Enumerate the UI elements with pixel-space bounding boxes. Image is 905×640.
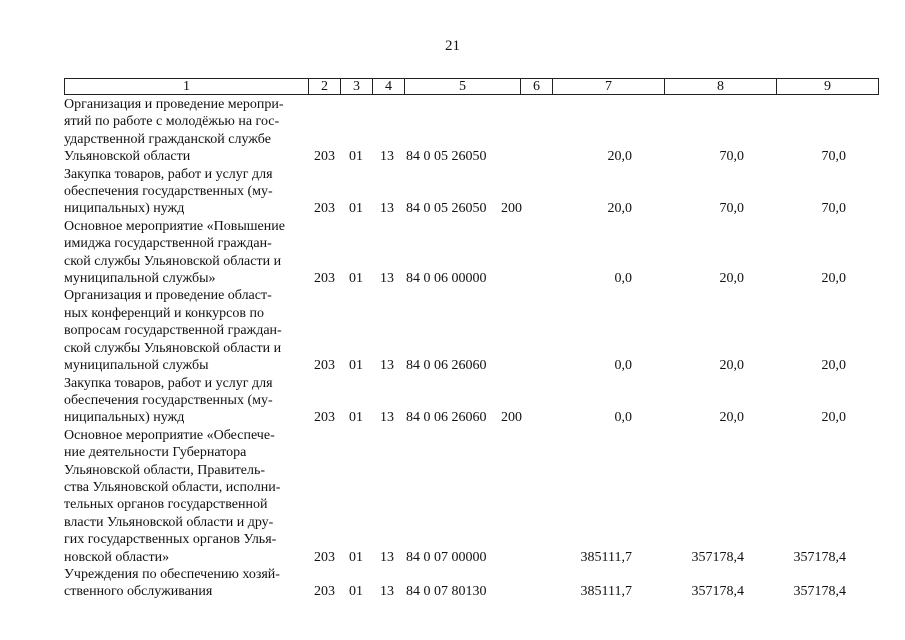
- description-line: ятий по работе с молодёжью на гос-: [64, 114, 280, 130]
- ministry-code: 203: [314, 149, 335, 165]
- amount-col-7: 0,0: [614, 358, 632, 374]
- header-col-7: 7: [553, 79, 665, 95]
- description-line: Учреждения по обеспечению хозяй-: [64, 566, 280, 582]
- amount-col-7: 20,0: [607, 201, 632, 217]
- column-number-header: [64, 78, 879, 95]
- description-line: власти Ульяновской области и дру-: [64, 514, 274, 530]
- subsection-code: 13: [380, 271, 394, 287]
- amount-col-7: 385111,7: [580, 584, 632, 600]
- description-line: новской области»: [64, 549, 170, 565]
- subsection-code: 13: [380, 358, 394, 374]
- description-line: Основное мероприятие «Повышение: [64, 218, 285, 234]
- target-article-code: 84 0 07 00000: [406, 549, 487, 565]
- table-row: [64, 375, 864, 427]
- amount-col-9: 70,0: [821, 149, 846, 165]
- description-line: гих государственных органов Улья-: [64, 532, 277, 548]
- section-code: 01: [349, 271, 363, 287]
- description-line: муниципальной службы: [64, 358, 209, 374]
- header-col-1: 1: [65, 79, 309, 95]
- subsection-code: 13: [380, 201, 394, 217]
- section-code: 01: [349, 149, 363, 165]
- description-line: Основное мероприятие «Обеспече-: [64, 427, 275, 443]
- table-row: [64, 427, 864, 566]
- amount-col-7: 20,0: [607, 149, 632, 165]
- ministry-code: 203: [314, 201, 335, 217]
- table-row: [64, 566, 864, 601]
- expense-type-code: 200: [501, 410, 522, 426]
- amount-col-9: 20,0: [821, 271, 846, 287]
- table-row: [64, 96, 864, 166]
- header-col-2: 2: [309, 79, 341, 95]
- ministry-code: 203: [314, 584, 335, 600]
- target-article-code: 84 0 05 26050: [406, 149, 487, 165]
- amount-col-7: 385111,7: [580, 549, 632, 565]
- section-code: 01: [349, 410, 363, 426]
- amount-col-7: 0,0: [614, 271, 632, 287]
- amount-col-8: 20,0: [719, 410, 744, 426]
- target-article-code: 84 0 07 80130: [406, 584, 487, 600]
- amount-col-7: 0,0: [614, 410, 632, 426]
- amount-col-8: 357178,4: [691, 584, 744, 600]
- description-line: ской службы Ульяновской области и: [64, 253, 282, 269]
- table-row: [64, 166, 864, 218]
- header-col-5: 5: [405, 79, 521, 95]
- header-col-8: 8: [665, 79, 777, 95]
- target-article-code: 84 0 06 26060: [406, 358, 487, 374]
- description-line: Ульяновской области: [64, 149, 191, 165]
- section-code: 01: [349, 549, 363, 565]
- amount-col-8: 357178,4: [691, 549, 744, 565]
- description-line: ниципальных) нужд: [64, 410, 185, 426]
- page-number: 21: [445, 38, 460, 54]
- header-col-4: 4: [373, 79, 405, 95]
- section-code: 01: [349, 201, 363, 217]
- ministry-code: 203: [314, 358, 335, 374]
- description-line: ных конференций и конкурсов по: [64, 305, 264, 321]
- target-article-code: 84 0 06 00000: [406, 271, 487, 287]
- description-line: ниципальных) нужд: [64, 201, 185, 217]
- amount-col-8: 70,0: [719, 149, 744, 165]
- header-col-9: 9: [777, 79, 879, 95]
- description-line: ственного обслуживания: [64, 584, 213, 600]
- description-line: имиджа государственной граждан-: [64, 236, 272, 252]
- table-row: [64, 218, 864, 288]
- ministry-code: 203: [314, 549, 335, 565]
- ministry-code: 203: [314, 271, 335, 287]
- subsection-code: 13: [380, 584, 394, 600]
- description-line: Закупка товаров, работ и услуг для: [64, 166, 273, 182]
- description-line: вопросам государственной граждан-: [64, 323, 282, 339]
- description-line: Закупка товаров, работ и услуг для: [64, 375, 273, 391]
- description-line: ства Ульяновской области, исполни-: [64, 479, 281, 495]
- description-line: ние деятельности Губернатора: [64, 445, 247, 461]
- description-line: Организация и проведение област-: [64, 288, 272, 304]
- amount-col-9: 20,0: [821, 410, 846, 426]
- header-col-6: 6: [521, 79, 553, 95]
- budget-rows: [64, 96, 864, 601]
- table-row: [64, 287, 864, 374]
- header-col-3: 3: [341, 79, 373, 95]
- expense-type-code: 200: [501, 201, 522, 217]
- description-line: тельных органов государственной: [64, 497, 268, 513]
- amount-col-8: 20,0: [719, 358, 744, 374]
- amount-col-9: 357178,4: [793, 549, 846, 565]
- target-article-code: 84 0 05 26050: [406, 201, 487, 217]
- amount-col-8: 70,0: [719, 201, 744, 217]
- section-code: 01: [349, 584, 363, 600]
- description-line: обеспечения государственных (му-: [64, 184, 273, 200]
- description-line: обеспечения государственных (му-: [64, 392, 273, 408]
- description-line: ударственной гражданской службе: [64, 131, 271, 147]
- subsection-code: 13: [380, 149, 394, 165]
- description-line: ской службы Ульяновской области и: [64, 340, 282, 356]
- amount-col-9: 70,0: [821, 201, 846, 217]
- target-article-code: 84 0 06 26060: [406, 410, 487, 426]
- ministry-code: 203: [314, 410, 335, 426]
- amount-col-8: 20,0: [719, 271, 744, 287]
- amount-col-9: 20,0: [821, 358, 846, 374]
- amount-col-9: 357178,4: [793, 584, 846, 600]
- subsection-code: 13: [380, 549, 394, 565]
- subsection-code: 13: [380, 410, 394, 426]
- description-line: Ульяновской области, Правитель-: [64, 462, 266, 478]
- description-line: Организация и проведение меропри-: [64, 97, 284, 112]
- row-description: [64, 427, 306, 566]
- description-line: муниципальной службы»: [64, 271, 216, 287]
- section-code: 01: [349, 358, 363, 374]
